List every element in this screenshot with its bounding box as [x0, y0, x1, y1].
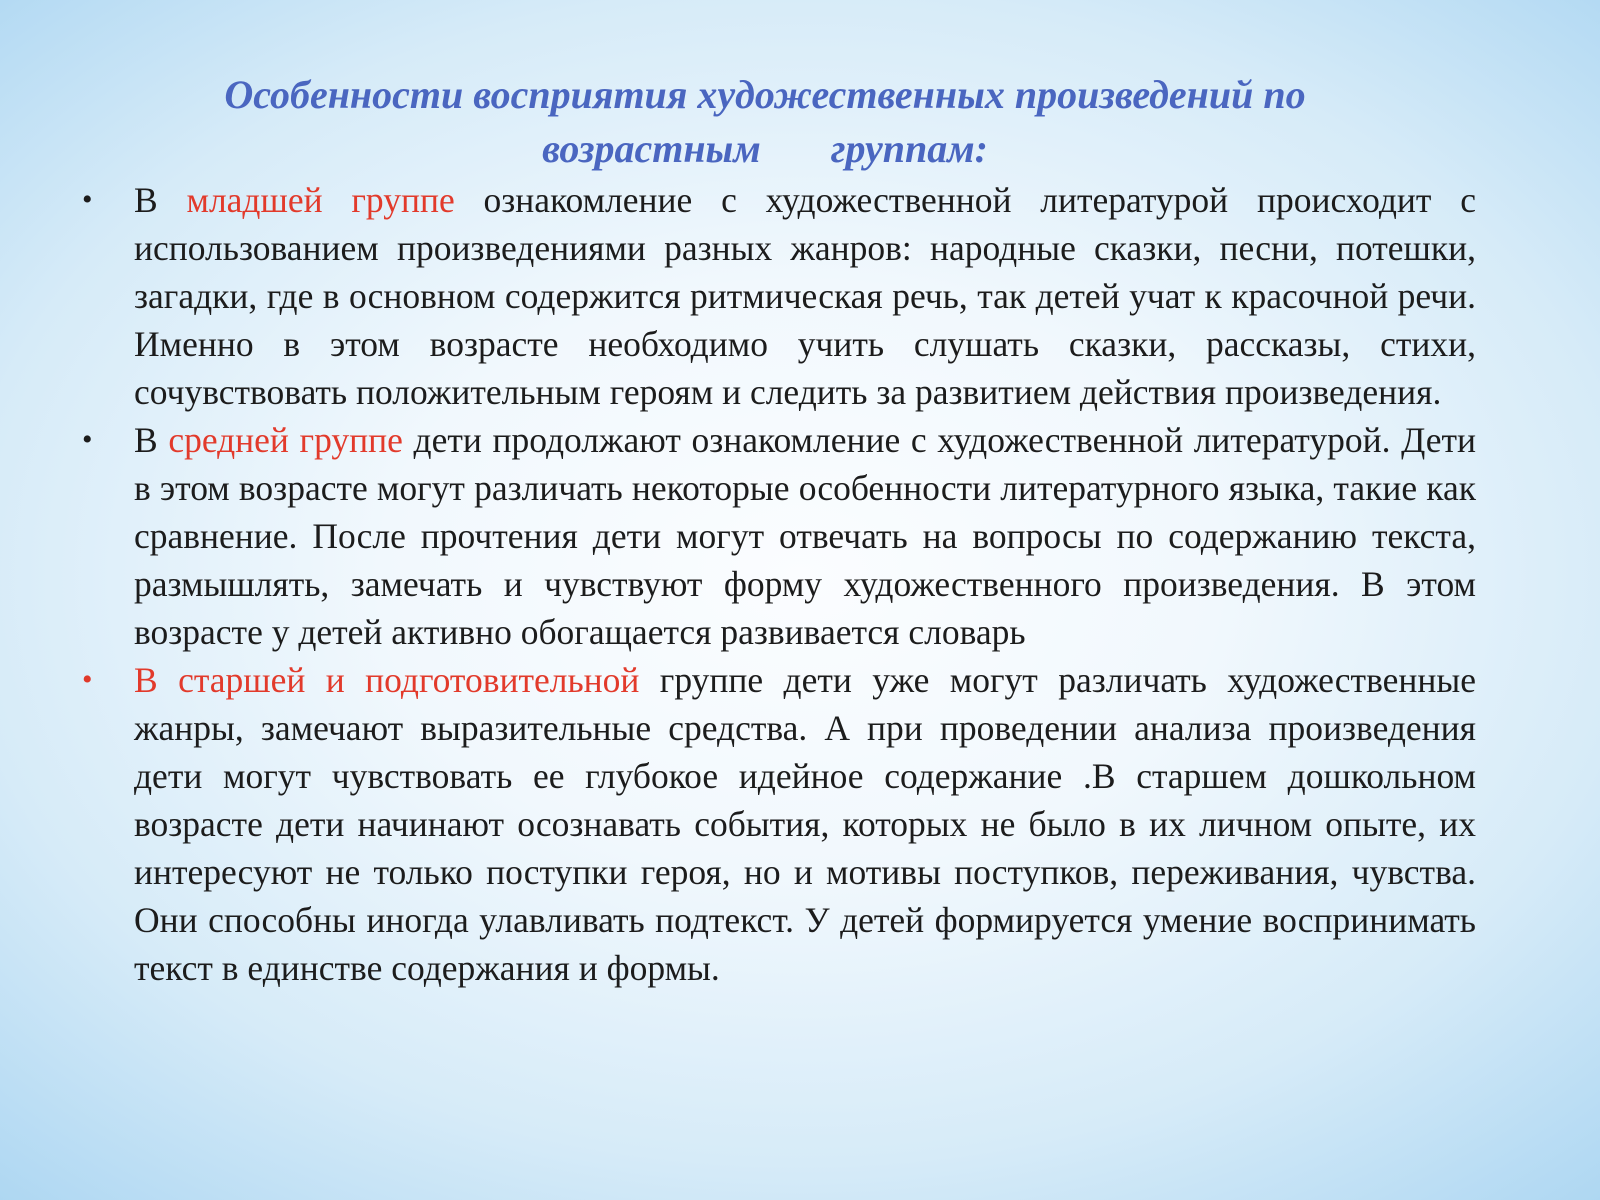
bullet-text: дети продолжают ознакомление с художественной литературой. Дети в этом возрасте могут различать некоторые особенности литературного языка, такие как сравнение. После прочтения дети могут отвечать на вопросы по содержанию текста, размышлять, замечать и чувствуют форму художественного произведения. В этом возрасте у детей активно обогащается развивается словарь	[134, 420, 1477, 652]
bullet-list	[78, 176, 1476, 992]
bullet-text: ознакомление с художественной литературой происходит с использованием произведениями разных жанров: народные сказки, песни, потешки, загадки, где в основном содержится ритмическая речь, так детей учат к красочной речи. Именно в этом возрасте необходимо учить слушать сказки, рассказы, стихи, сочувствовать положительным героям и следить за развитием действия произведения.	[134, 180, 1477, 412]
bullet-item-senior-group	[78, 656, 1476, 992]
bullet-item-middle-group	[78, 416, 1476, 656]
bullet-highlight: младшей группе	[186, 180, 455, 220]
bullet-dot-icon: •	[82, 423, 93, 456]
bullet-dot-icon: •	[82, 183, 93, 216]
bullet-highlight: средней группе	[168, 420, 403, 460]
slide-title	[120, 68, 1410, 176]
slide-title-line-2: возрастным группам:	[542, 126, 988, 171]
bullet-dot-icon: •	[82, 663, 93, 696]
bullet-highlight: В старшей и подготовительной	[134, 660, 640, 700]
bullet-text: группе дети уже могут различать художественные жанры, замечают выразительные средства. А при проведении анализа произведения дети могут чувствовать ее глубокое идейное содержание .В старшем дошкольном возрасте дети начинают осознавать события, которых не было в их личном опыте, их интересуют не только поступки героя, но и мотивы поступков, переживания, чувства. Они способны иногда улавливать подтекст. У детей формируется умение воспринимать текст в единстве содержания и формы.	[134, 660, 1476, 988]
bullet-item-junior-group	[78, 176, 1476, 416]
bullet-text-prefix: В	[134, 420, 169, 460]
slide-title-line-1: Особенности восприятия художественных произведений по	[224, 72, 1306, 117]
bullet-text-prefix: В	[134, 180, 187, 220]
